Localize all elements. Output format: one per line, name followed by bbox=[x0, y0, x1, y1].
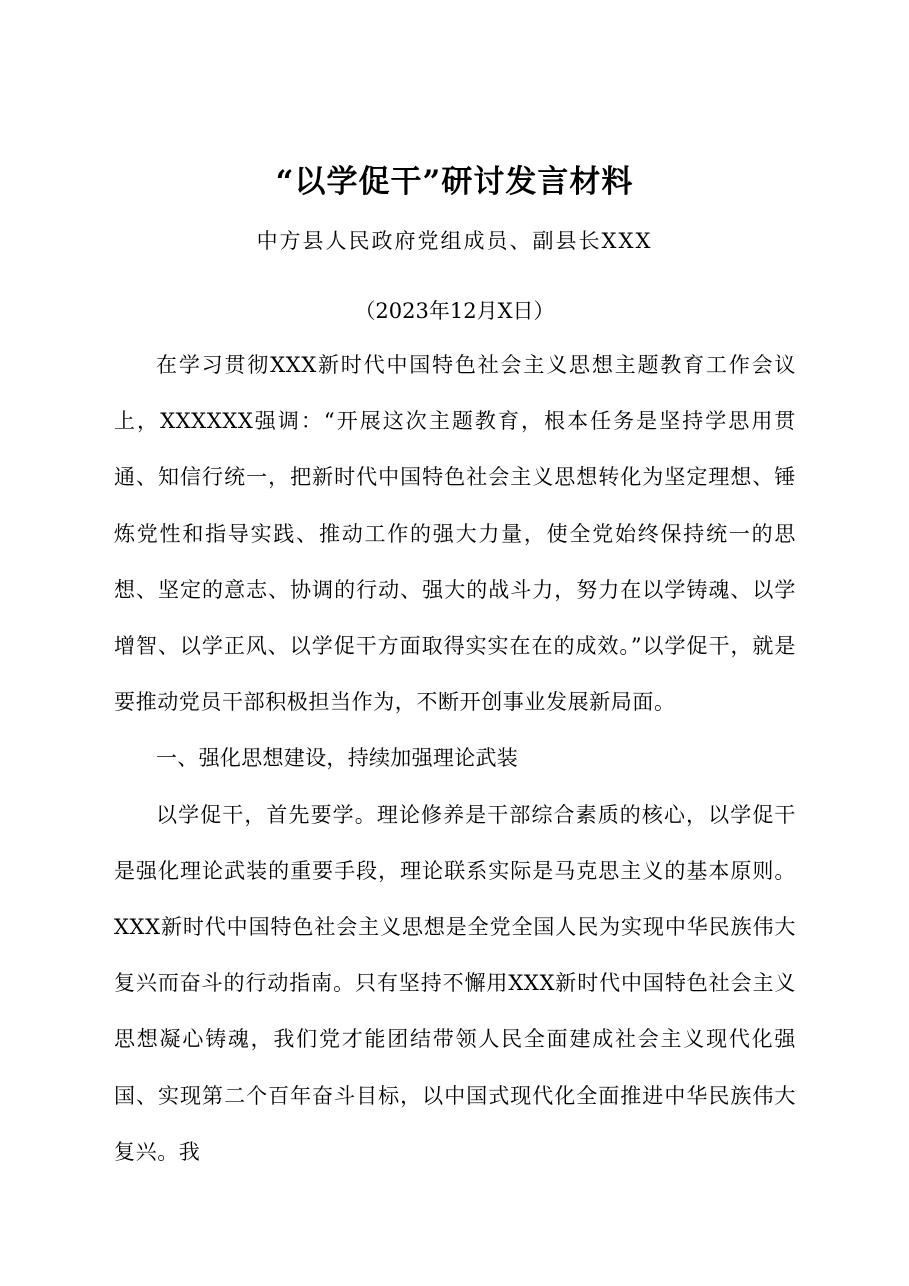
date-line: （2023年12月X日） bbox=[354, 299, 555, 323]
author-line: 中方县人民政府党组成员、副县长XXX bbox=[256, 229, 653, 253]
document-body bbox=[114, 337, 796, 1180]
paragraph-intro: 在学习贯彻XXX新时代中国特色社会主义思想主题教育工作会议上，XXXXXX强调：“开展这次主题教育，根本任务是坚持学思用贯通、知信行统一，把新时代中国特色社会主义思想转化为坚定理想、锤炼党性和指导实践、推动工作的强大力量，使全党始终保持统一的思想、坚定的意志、协调的行动、强大的战斗力，努力在以学铸魂、以学增智、以学正风、以学促干方面取得实实在在的成效。”以学促干，就是要推动党员干部积极担当作为，不断开创事业发展新局面。 bbox=[114, 353, 796, 715]
document-title: “以学促干”研讨发言材料 bbox=[275, 164, 634, 200]
section-heading-1: 一、强化思想建设，持续加强理论武装 bbox=[156, 746, 519, 771]
paragraph-section-1: 以学促干，首先要学。理论修养是干部综合素质的核心，以学促干是强化理论武装的重要手段，理论联系实际是马克思主义的基本原则。XXX新时代中国特色社会主义思想是全党全国人民为实现中华民族伟大复兴而奋斗的行动指南。只有坚持不懈用XXX新时代中国特色社会主义思想凝心铸魂，我们党才能团结带领人民全面建成社会主义现代化强国、实现第二个百年奋斗目标，以中国式现代化全面推进中华民族伟大复兴。我 bbox=[114, 802, 796, 1164]
